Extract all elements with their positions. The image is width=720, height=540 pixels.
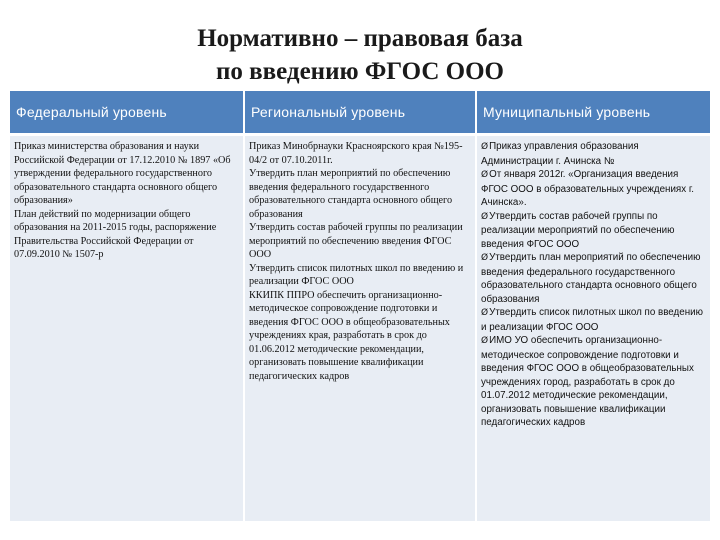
- list-item-text: Утвердить состав рабочей группы по реализации мероприятий по обеспечению введения ФГОС ООО: [481, 210, 675, 250]
- regional-order-text: Приказ Минобрнауки Красноярского края №195-04/2 от 07.10.2011г.: [249, 141, 463, 166]
- list-item: [481, 306, 706, 334]
- list-item-text: От января 2012г. «Организация введения ФГОС ООО в образовательных учреждениях г. Ачинска».: [481, 169, 694, 208]
- regional-item-text: Утвердить состав рабочей группы по реализации мероприятий по обеспечению введения ФГОС ООО: [249, 222, 463, 260]
- municipal-cell: [476, 135, 710, 522]
- bullet-arrow-icon: Ø: [481, 336, 489, 346]
- list-item: [481, 168, 706, 210]
- regulatory-table: [10, 91, 710, 521]
- bullet-arrow-icon: Ø: [481, 142, 489, 152]
- header-regional-level: Региональный уровень: [244, 91, 476, 135]
- list-item: [481, 140, 706, 168]
- table-header-row: [10, 91, 710, 135]
- list-item-text: Утвердить список пилотных школ по введению и реализации ФГОС ООО: [481, 307, 703, 333]
- header-federal-level: Федеральный уровень: [10, 91, 244, 135]
- bullet-arrow-icon: Ø: [481, 211, 489, 222]
- bullet-arrow-icon: Ø: [481, 253, 489, 263]
- list-item-text: Приказ управления образования Администрации г. Ачинска №: [481, 141, 639, 167]
- federal-plan-text: План действий по модернизации общего образования на 2011-2015 годы, распоряжение Правительства Российской Федерации от 07.09.2010 № 1507-р: [14, 208, 217, 260]
- list-item-text: ИМО УО обеспечить организационно-методическое сопровождение подготовки и введения ФГОС ООО в общеобразовательных учреждениях город, разработать в срок до 01.07.2012 методические рекомендации, организовать повышение квалификации педагогических кадров: [481, 335, 694, 428]
- regional-item-text: ККИПК ППРО обеспечить организационно-методическое сопровождение подготовки и введения ФГОС ООО в общеобразовательных учреждениях края, разработать в срок до 01.06.2012 методические рекомендации, организовать повышение квалификации педагогических кадров: [249, 289, 450, 382]
- table-row: [10, 135, 710, 522]
- list-item: [481, 251, 706, 306]
- list-item: [481, 210, 706, 252]
- federal-cell: [10, 135, 244, 522]
- regional-item-text: Утвердить список пилотных школ по введению и реализации ФГОС ООО: [249, 262, 464, 287]
- list-item: [481, 334, 706, 430]
- bullet-arrow-icon: Ø: [481, 170, 489, 180]
- bullet-arrow-icon: Ø: [481, 308, 489, 318]
- list-item-text: Утвердить план мероприятий по обеспечению введения федерального государственного образовательного стандарта основного общего образования: [481, 252, 701, 305]
- slide-title-line-1: Нормативно – правовая база: [197, 25, 523, 52]
- regional-item-text: Утвердить план мероприятий по обеспечению введения федерального государственного образовательного стандарта основного общего образования: [249, 168, 453, 220]
- regional-cell: [244, 135, 476, 522]
- header-municipal-level: Муниципальный уровень: [476, 91, 710, 135]
- slide-title-line-2: по введению ФГОС ООО: [216, 58, 504, 85]
- slide-title: [0, 22, 720, 88]
- federal-order-text: Приказ министерства образования и науки Российской Федерации от 17.12.2010 № 1897 «Об утверждении федерального государственного образовательного стандарта основного общего образования»: [14, 141, 231, 206]
